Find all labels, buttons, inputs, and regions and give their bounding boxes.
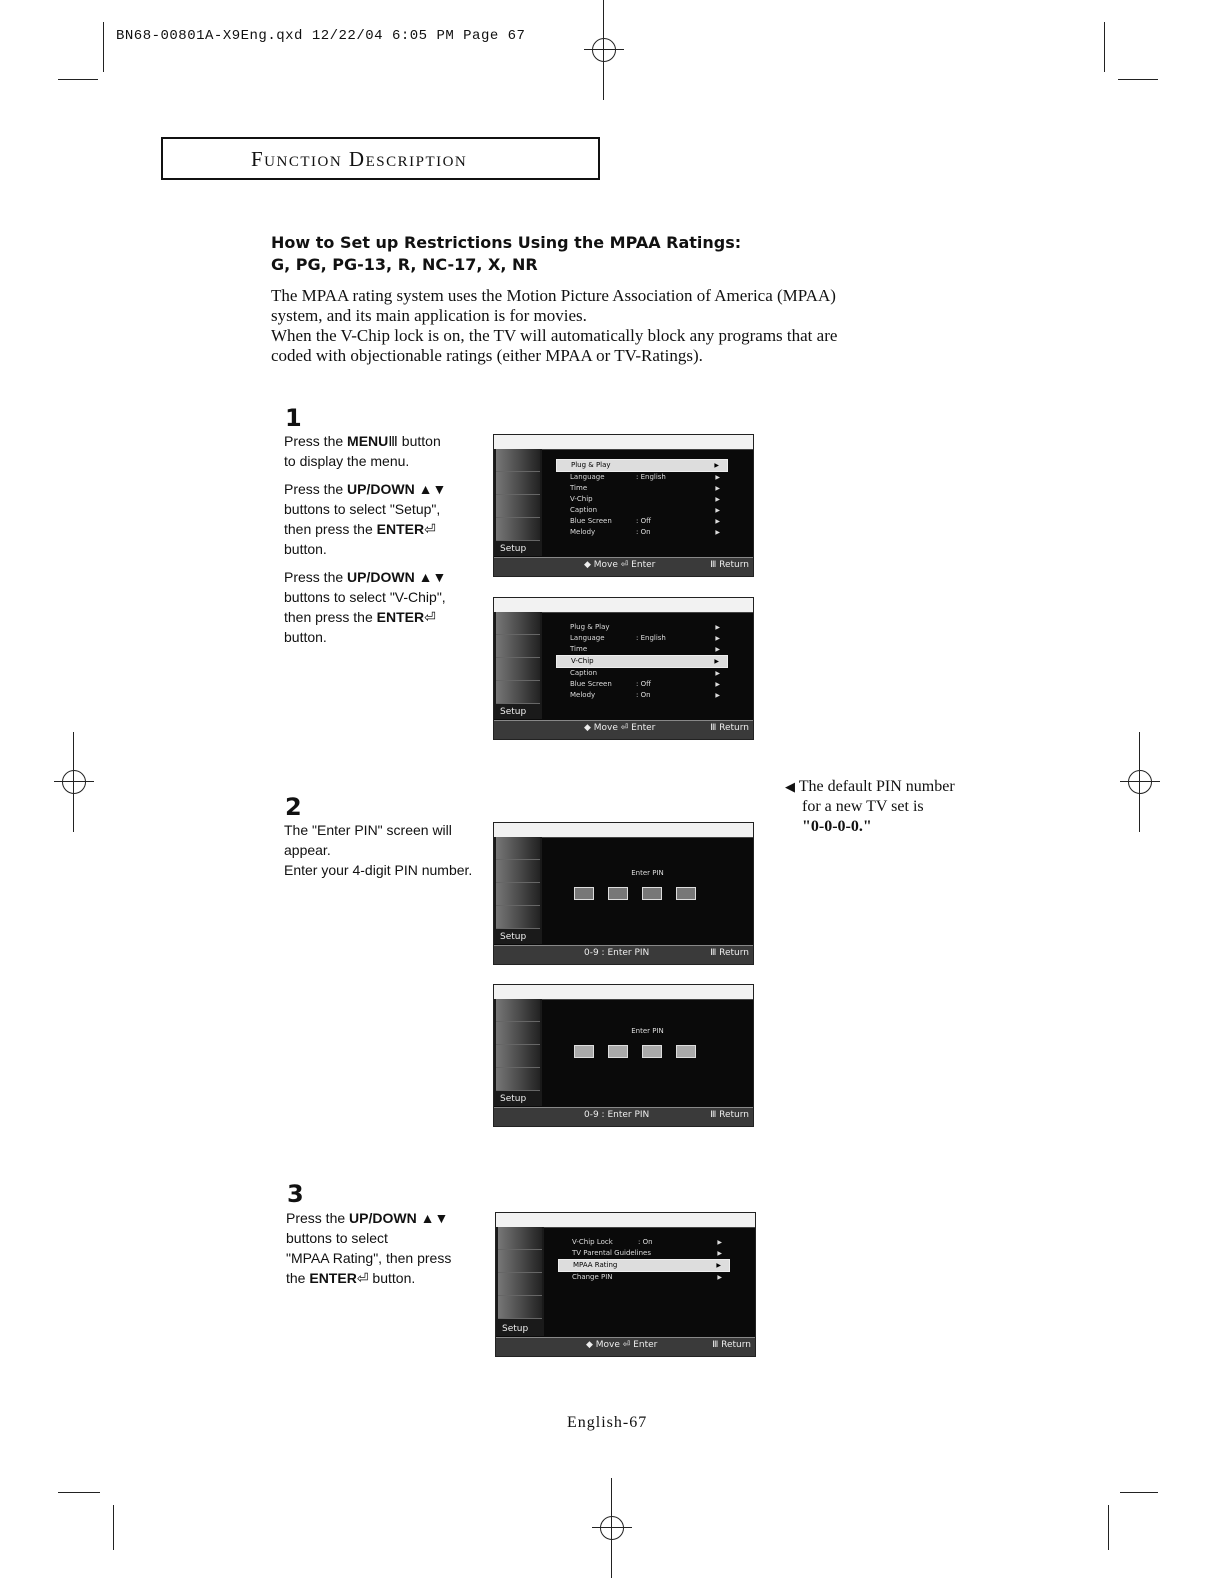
pin-digit-box	[608, 1045, 628, 1058]
menu-row: Language : English ▶	[570, 473, 720, 481]
input-icon	[498, 1227, 542, 1250]
screen-help-bar: 0-9 : Enter PIN Ⅲ Return	[494, 1107, 753, 1126]
enter-icon: ⏎	[424, 521, 436, 537]
pin-boxes	[574, 1045, 696, 1058]
picture-icon	[496, 1022, 540, 1045]
crop-mark	[1104, 22, 1105, 72]
menu-row: Melody : On ▶	[570, 528, 720, 536]
step-3-line: Press the UP/DOWN ▲▼	[286, 1210, 449, 1226]
intro-paragraph	[271, 286, 971, 366]
menu-row: V-Chip ▶	[556, 655, 728, 668]
menu-row: Blue Screen : Off ▶	[570, 517, 720, 525]
tv-screen-setup-menu	[493, 434, 754, 577]
sound-icon	[496, 495, 540, 518]
menu-row: Plug & Play ▶	[556, 459, 728, 472]
arrow-left-icon: ◀	[785, 779, 795, 794]
screen-title-bar	[494, 435, 753, 450]
registration-mark-icon	[584, 0, 624, 100]
channel-icon	[498, 1296, 542, 1319]
tv-screen-enter-pin	[493, 822, 754, 965]
pin-digit-box	[642, 1045, 662, 1058]
pin-digit-box	[608, 887, 628, 900]
crop-mark	[1108, 1505, 1109, 1550]
up-down-icon: ▲▼	[418, 481, 447, 497]
setup-label: Setup	[500, 544, 527, 554]
enter-icon: ⏎	[424, 609, 436, 625]
channel-icon	[496, 518, 540, 541]
screen-title-bar	[494, 598, 753, 613]
registration-mark-icon	[54, 732, 94, 832]
heading	[271, 232, 871, 276]
sound-icon	[496, 658, 540, 681]
picture-icon	[496, 472, 540, 495]
screen-title-bar	[494, 823, 753, 838]
print-slug: BN68-00801A-X9Eng.qxd 12/22/04 6:05 PM Page 67	[116, 28, 526, 44]
step-1-text	[284, 431, 484, 655]
crop-mark	[58, 79, 98, 80]
sound-icon	[496, 1045, 540, 1068]
step-1-paragraph-2: Press the UP/DOWN ▲▼ buttons to select "Setup", then press the ENTER⏎ button.	[284, 481, 447, 557]
input-icon	[496, 999, 540, 1022]
input-icon	[496, 612, 540, 635]
intro-line: coded with objectionable ratings (either MPAA or TV-Ratings).	[271, 346, 703, 365]
menu-row: MPAA Rating ▶	[558, 1259, 730, 1272]
pin-boxes	[574, 887, 696, 900]
menu-row: Melody : On ▶	[570, 691, 720, 699]
screen-side-icons	[494, 449, 542, 556]
pin-digit-box	[574, 1045, 594, 1058]
page-number: English-67	[567, 1414, 648, 1431]
tv-screen-setup-vchip	[493, 597, 754, 740]
setup-label: Setup	[500, 932, 527, 942]
screen-side-icons	[494, 837, 542, 944]
screen-help-bar: 0-9 : Enter PIN Ⅲ Return	[494, 945, 753, 964]
crop-mark	[1118, 79, 1158, 80]
menu-row: V-Chip Lock : On ▶	[572, 1238, 722, 1246]
step-3-text	[286, 1208, 486, 1288]
menu-row: Time ▶	[570, 645, 720, 653]
heading-line-1: How to Set up Restrictions Using the MPAA Ratings:	[271, 233, 742, 252]
crop-mark	[1120, 1492, 1158, 1493]
input-icon	[496, 449, 540, 472]
note-line: "0-0-0-0."	[802, 818, 872, 835]
step-2-line: Enter your 4-digit PIN number.	[284, 862, 473, 878]
menu-row: V-Chip ▶	[570, 495, 720, 503]
setup-label: Setup	[500, 707, 527, 717]
menu-row: Plug & Play ▶	[570, 623, 720, 631]
screen-side-icons	[494, 999, 542, 1106]
step-2-text	[284, 820, 494, 880]
intro-line: The MPAA rating system uses the Motion Picture Association of America (MPAA)	[271, 286, 836, 305]
tv-screen-vchip-menu	[495, 1212, 756, 1357]
menu-row: Caption ▶	[570, 669, 720, 677]
menu-row: Caption ▶	[570, 506, 720, 514]
screen-help-bar: ◆ Move ⏎ Enter Ⅲ Return	[496, 1337, 755, 1356]
up-down-icon: ▲▼	[420, 1210, 449, 1226]
heading-line-2: G, PG, PG-13, R, NC-17, X, NR	[271, 255, 538, 274]
setup-menu-list	[556, 459, 728, 538]
step-2-line: appear.	[284, 842, 331, 858]
screen-side-icons	[496, 1227, 544, 1336]
intro-line: When the V-Chip lock is on, the TV will automatically block any programs that are	[271, 326, 838, 345]
pin-digit-box	[642, 887, 662, 900]
note-line: ◀ The default PIN number	[785, 778, 955, 795]
step-3-line: "MPAA Rating", then press	[286, 1250, 452, 1266]
menu-row: Blue Screen : Off ▶	[570, 680, 720, 688]
step-number: 1	[285, 404, 302, 432]
setup-menu-list	[556, 622, 728, 701]
tv-screen-enter-pin-filled	[493, 984, 754, 1127]
screen-help-bar: ◆ Move ⏎ Enter Ⅲ Return	[494, 720, 753, 739]
step-1-paragraph-3: Press the UP/DOWN ▲▼ buttons to select "V-Chip", then press the ENTER⏎ button.	[284, 569, 447, 645]
crop-mark	[103, 22, 104, 72]
channel-icon	[496, 906, 540, 929]
crop-mark	[113, 1505, 114, 1550]
setup-label: Setup	[502, 1324, 529, 1334]
pin-digit-box	[676, 1045, 696, 1058]
intro-line: system, and its main application is for movies.	[271, 306, 587, 325]
screen-title-bar	[496, 1213, 755, 1228]
section-title: Function Description	[161, 137, 600, 180]
default-pin-note	[785, 777, 985, 837]
channel-icon	[496, 1068, 540, 1091]
sound-icon	[496, 883, 540, 906]
registration-mark-icon	[1120, 732, 1160, 832]
channel-icon	[496, 681, 540, 704]
menu-row: Time ▶	[570, 484, 720, 492]
screen-title-bar	[494, 985, 753, 1000]
step-3-line: the ENTER⏎ button.	[286, 1270, 416, 1286]
menu-row: Change PIN ▶	[572, 1273, 722, 1281]
picture-icon	[496, 635, 540, 658]
sound-icon	[498, 1273, 542, 1296]
input-icon	[496, 837, 540, 860]
vchip-menu-list	[558, 1237, 730, 1283]
menu-row: TV Parental Guidelines ▶	[572, 1249, 722, 1257]
pin-digit-box	[574, 887, 594, 900]
enter-pin-label: Enter PIN	[631, 869, 664, 877]
enter-pin-label: Enter PIN	[631, 1027, 664, 1035]
pin-digit-box	[676, 887, 696, 900]
up-down-icon: ▲▼	[418, 569, 447, 585]
step-3-line: buttons to select	[286, 1230, 388, 1246]
step-1-paragraph-1: Press the MENUⅢ button to display the menu.	[284, 433, 441, 469]
step-2-line: The "Enter PIN" screen will	[284, 822, 452, 838]
picture-icon	[496, 860, 540, 883]
step-number: 3	[287, 1180, 304, 1208]
enter-icon: ⏎	[356, 1270, 369, 1286]
registration-mark-icon	[592, 1478, 632, 1578]
screen-help-bar: ◆ Move ⏎ Enter Ⅲ Return	[494, 557, 753, 576]
menu-icon: Ⅲ	[388, 433, 398, 449]
picture-icon	[498, 1250, 542, 1273]
screen-side-icons	[494, 612, 542, 719]
menu-row: Language : English ▶	[570, 634, 720, 642]
step-number: 2	[285, 793, 302, 821]
setup-label: Setup	[500, 1094, 527, 1104]
crop-mark	[58, 1492, 100, 1493]
note-line: for a new TV set is	[802, 798, 924, 815]
